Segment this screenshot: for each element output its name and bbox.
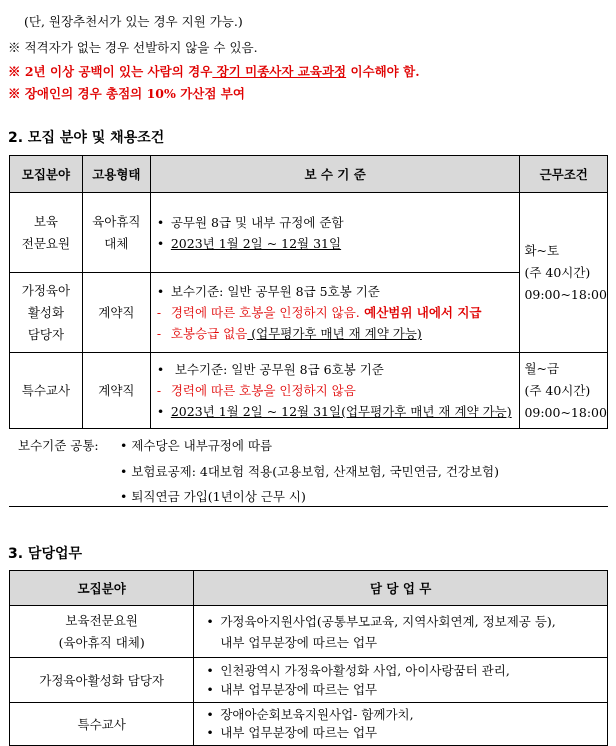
intro-line-3-b: 장기 미종사자 교육과정 <box>212 64 347 79</box>
pay-item: • 2023년 1월 2일 ~ 12월 31일 <box>156 235 342 251</box>
intro-line-3-a: ※ 2년 이상 공백이 있는 사람의 경우 <box>8 64 213 79</box>
table-row <box>10 273 608 353</box>
notes-divider <box>9 506 608 507</box>
duty-item: • 인천광역시 가정육아활성화 사업, 아이사랑꿈터 관리, <box>206 663 510 678</box>
duty-item: • 내부 업무분장에 따르는 업무 <box>206 725 378 740</box>
conditions-2: 월~금 (주 40시간) 09:00~18:00 <box>520 353 608 429</box>
header-conditions: 근무조건 <box>520 156 608 193</box>
duties-header-row <box>10 571 608 606</box>
table-row <box>10 658 608 703</box>
header-pay: 보 수 기 준 <box>150 156 520 193</box>
pay-item: - 호봉승급 없음 (업무평가후 매년 재 계약 가능) <box>156 326 422 341</box>
duty2-list <box>194 658 608 703</box>
section2-title: 2. 모집 분야 및 채용조건 <box>8 130 165 146</box>
recruitment-header-row <box>10 156 608 193</box>
recruitment-table <box>9 155 608 429</box>
row1-pay <box>150 193 520 273</box>
duty-item: • 가정육아지원사업(공통부모교육, 지역사회연계, 정보제공 등), <box>206 613 556 629</box>
duty3-field: 특수교사 <box>10 703 194 746</box>
section3-title: 3. 담당업무 <box>8 546 83 562</box>
duty2-field: 가정육아활성화 담당자 <box>10 658 194 703</box>
row2-type: 계약직 <box>82 273 150 353</box>
row2-pay <box>150 273 520 353</box>
note-1: • 제수당은 내부규정에 따름 <box>120 438 273 453</box>
pay-item: - 경력에 따른 호봉을 인정하지 않음 <box>156 383 356 398</box>
duty1-field: 보육전문요원 (육아휴직 대체) <box>10 606 194 658</box>
intro-line-3 <box>8 62 420 80</box>
row3-type: 계약직 <box>82 353 150 429</box>
header-field: 모집분야 <box>10 156 83 193</box>
pay-item: • 2023년 1월 2일 ~ 12월 31일(업무평가후 매년 재 계약 가능) <box>156 404 512 419</box>
duty1-list <box>194 606 608 658</box>
duties-header-field: 모집분야 <box>10 571 194 606</box>
row3-pay <box>150 353 520 429</box>
header-type: 고용형태 <box>82 156 150 193</box>
pay-item: • 보수기준: 일반 공무원 8급 5호봉 기준 <box>156 284 380 299</box>
intro-line-1: (단, 원장추천서가 있는 경우 지원 가능.) <box>24 14 243 29</box>
duty-item: • 장애아순회보육지원사업- 함께가치, <box>206 707 414 722</box>
duty3-list <box>194 703 608 746</box>
conditions-1: 화~토 (주 40시간) 09:00~18:00 <box>520 193 608 353</box>
table-row <box>10 703 608 746</box>
duty-item: • 내부 업무분장에 따르는 업무 <box>206 682 378 697</box>
pay-item: • 보수기준: 일반 공무원 8급 6호봉 기준 <box>156 362 384 377</box>
table-row <box>10 193 608 273</box>
table-row <box>10 606 608 658</box>
note-2: • 보험료공제: 4대보험 적용(고용보험, 산재보험, 국민연금, 건강보험) <box>120 464 500 479</box>
duties-header-duties: 담 당 업 무 <box>194 571 608 606</box>
row2-field: 가정육아 활성화 담당자 <box>10 273 83 353</box>
table-row <box>10 353 608 429</box>
row1-field: 보육 전문요원 <box>10 193 83 273</box>
duties-table <box>9 570 608 746</box>
intro-line-4: ※ 장애인의 경우 총점의 10% 가산점 부여 <box>8 86 245 101</box>
note-3: • 퇴직연금 가입(1년이상 근무 시) <box>120 489 306 504</box>
pay-item: • 공무원 8급 및 내부 규정에 준함 <box>156 214 344 230</box>
notes-label: 보수기준 공통: <box>18 438 99 453</box>
row3-field: 특수교사 <box>10 353 83 429</box>
pay-item: - 경력에 따른 호봉을 인정하지 않음. 예산범위 내에서 지급 <box>156 305 482 320</box>
duty-item: 내부 업무분장에 따르는 업무 <box>220 634 378 650</box>
intro-line-3-c: 이수해야 함. <box>346 64 420 79</box>
row1-type: 육아휴직 대체 <box>82 193 150 273</box>
intro-line-2: ※ 적격자가 없는 경우 선발하지 않을 수 있음. <box>8 40 258 55</box>
